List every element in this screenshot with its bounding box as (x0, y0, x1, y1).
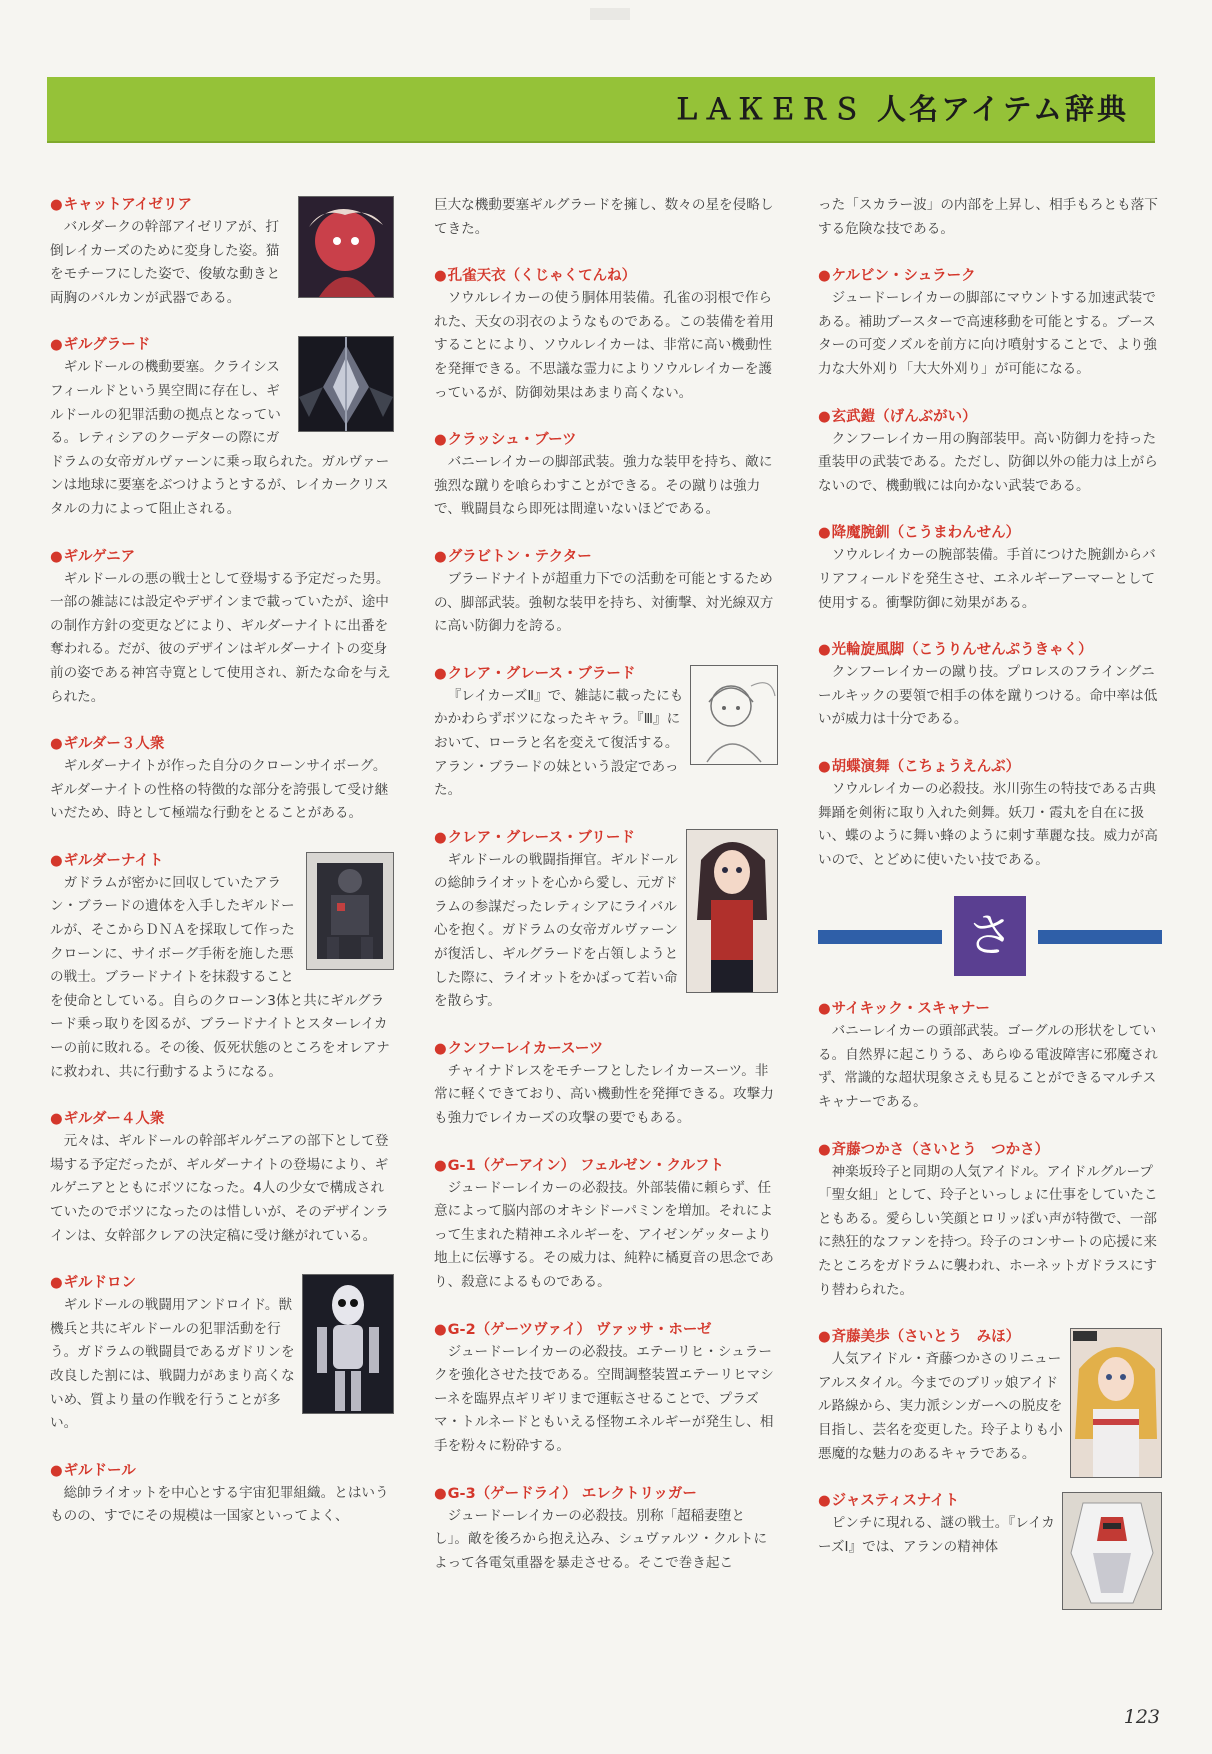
dictionary-entry (434, 1038, 778, 1131)
entry-title-text: G-1（ゲーアイン） フェルゼン・クルフト (447, 1157, 725, 1174)
entry-body: 元々は、ギルドールの幹部ギルゲニアの部下として登場する予定だったが、ギルダーナイトの登場により、ギルゲニアとともにボツになった。4人の少女で構成されていたのでボツになったのは惜しいが、そのデザインラインは、女幹部クレアの決定稿に受け継がれている。 (50, 1133, 389, 1244)
entry-body: ブラードナイトが超重力下での活動を可能とするための、脚部武装。強靭な装甲を持ち、対衝撃、対光線双方に高い防御力を誇る。 (434, 570, 774, 635)
dictionary-entry (434, 194, 778, 241)
dictionary-entry (818, 639, 1162, 732)
entry-title (434, 1483, 778, 1505)
entry-title (434, 1038, 778, 1060)
dictionary-entry (818, 1326, 1162, 1466)
entry-title (434, 1155, 778, 1177)
entry-body: ソウルレイカーの必殺技。氷川弥生の特技である古典舞踊を剣術に取り入れた剣舞。妖刀・霞丸を自在に扱い、蝶のように舞い蜂のように刺す華麗な技。威力が高いので、とどめに使いたい技である。 (818, 780, 1158, 868)
divider-line-left (818, 930, 942, 944)
bullet-icon: ● (50, 1275, 63, 1292)
dictionary-entry (818, 756, 1162, 872)
bullet-icon: ● (818, 642, 831, 659)
dictionary-entry (818, 265, 1162, 381)
entry-body: クンフーレイカーの蹴り技。プロレスのフライングニールキックの要領で相手の体を蹴りつける。命中率は低いが威力は十分である。 (818, 664, 1158, 728)
sketch-illustration (690, 665, 778, 765)
bullet-icon: ● (50, 852, 63, 869)
entry-body: 巨大な機動要塞ギルグラードを擁し、数々の星を侵略してきた。 (434, 197, 774, 237)
column-1 (50, 194, 394, 1553)
entry-body: ジュードーレイカーの必殺技。外部装備に頼らず、任意によって脳内部のオキシドーパミンを増加。それによって生まれた精神エネルギーを、アイゼンゲッターより地上に伝導する。その威力は、純粋に橘夏音の思念であり、殺意によるものである。 (434, 1179, 774, 1290)
entry-body: ソウルレイカーの使う胴体用装備。孔雀の羽根で作られた、天女の羽衣のようなものである。この装備を着用することにより、ソウルレイカーは、非常に高い機動性を発揮できる。不思議な霊力によりソウルレイカーを護っているが、防御効果はあまり高くない。 (434, 290, 774, 401)
entry-title-text: ギルダー４人衆 (63, 1111, 165, 1128)
entry-title-text: クレア・グレース・ブリード (447, 829, 635, 846)
bullet-icon: ● (434, 268, 447, 285)
bullet-icon: ● (818, 268, 831, 285)
dictionary-entry (50, 733, 394, 826)
page-number: 123 (1123, 1706, 1160, 1728)
idol-illustration (1070, 1328, 1162, 1478)
bullet-icon: ● (434, 1157, 447, 1174)
bullet-icon: ● (50, 337, 63, 354)
dictionary-entry (434, 265, 778, 405)
entry-title-text: クラッシュ・ブーツ (447, 432, 577, 449)
entry-title (818, 998, 1162, 1020)
bullet-icon: ● (50, 1462, 63, 1479)
bullet-icon: ● (434, 548, 447, 565)
column-2 (434, 194, 778, 1599)
dictionary-entry (818, 522, 1162, 615)
column-3 (818, 194, 1162, 1614)
entry-title-text: ギルグラード (63, 337, 151, 354)
bullet-icon: ● (818, 1329, 831, 1346)
bullet-icon: ● (434, 432, 447, 449)
entry-title-text: ジャスティスナイト (831, 1493, 960, 1510)
bullet-icon: ● (50, 1111, 63, 1128)
entry-title-text: ギルゲニア (63, 548, 136, 565)
bullet-icon: ● (818, 758, 831, 775)
entry-title (818, 265, 1162, 287)
dictionary-entry (50, 850, 394, 1084)
entry-title-text: クレア・グレース・ブラード (447, 665, 636, 682)
scan-mark (590, 8, 630, 20)
entry-title (818, 406, 1162, 428)
girl-illustration (686, 829, 778, 993)
bullet-icon: ● (434, 1040, 447, 1057)
entry-body: クンフーレイカー用の胸部装甲。高い防御力を持った重装甲の武装である。ただし、防御以外の能力は上がらないので、機動戦には向かない武装である。 (818, 430, 1158, 494)
entry-body: チャイナドレスをモチーフとしたレイカースーツ。非常に軽くできており、高い機動性を発揮できる。攻撃力も強力でレイカーズの攻撃の要でもある。 (434, 1062, 774, 1127)
entry-title (50, 1108, 394, 1130)
entry-title (818, 1139, 1162, 1161)
entry-title-text: サイキック・スキャナー (831, 1001, 990, 1018)
entry-title-text: 玄武鎧（げんぶがい） (831, 408, 977, 425)
dictionary-entry (818, 1490, 1162, 1559)
dictionary-entry (50, 194, 394, 310)
dictionary-entry (818, 1139, 1162, 1303)
entry-title (434, 1319, 778, 1341)
knight-illustration (306, 852, 394, 970)
entry-body: ガドラムが密かに回収していたアラン・ブラードの遺体を入手したギルドールが、そこからＤＮＡを採取して作ったクローンに、サイボーグ手術を施した悪の戦士。ブラードナイトを抹殺することを使命としている。自らのクローン3体と共にギルグラード乗っ取りを図るが、ブラードナイトとスターレイカーの前に敗れる。その後、仮死状態のところをオレアナに救われ、共に行動するようになる。 (50, 874, 390, 1080)
dictionary-entry (50, 1460, 394, 1529)
entry-title-text: ギルダー３人衆 (63, 736, 165, 753)
entry-body: ソウルレイカーの腕部装備。手首につけた腕釧からバリアフィールドを発生させ、エネルギーアーマーとして使用する。衝撃防御に効果がある。 (818, 547, 1156, 611)
entry-title (818, 522, 1162, 544)
entry-title (50, 1460, 394, 1482)
entry-body: った「スカラー波」の内部を上昇し、相手もろとも落下する危険な技である。 (818, 197, 1158, 237)
dictionary-entry (818, 406, 1162, 499)
entry-title (50, 733, 394, 755)
dictionary-entry (50, 334, 394, 521)
dictionary-entry (434, 1483, 778, 1576)
entry-body: ジュードーレイカーの必殺技。別称「超稲妻堕とし」。敵を後ろから抱え込み、シュヴァルツ・クルトによって各電気重器を暴走させる。そこで巻き起こ (434, 1507, 768, 1571)
dictionary-entry (434, 827, 778, 1014)
entry-title-text: G-2（ゲーツヴァイ） ヴァッサ・ホーゼ (447, 1321, 712, 1338)
entry-title-text: 光輪旋風脚（こうりんせんぷうきゃく） (831, 642, 1093, 659)
entry-title-text: 孔雀天衣（くじゃくてんね） (447, 268, 637, 285)
entry-title-text: 斉藤つかさ（さいとう つかさ） (831, 1141, 1050, 1158)
entry-title (50, 546, 394, 568)
entry-title (818, 756, 1162, 778)
dictionary-entry (434, 546, 778, 639)
entry-title-text: 降魔腕釧（こうまわんせん） (831, 525, 1021, 542)
dictionary-entry (50, 546, 394, 710)
entry-body: ジュードーレイカーの脚部にマウントする加速武装である。補助ブースターで高速移動を可能とする。ブースターの可変ノズルを前方に向け噴射することで、より強力な大外刈り「大大外刈り」が可能になる。 (818, 290, 1158, 377)
entry-body: ギルダーナイトが作った自分のクローンサイボーグ。ギルダーナイトの性格の特徴的な部分を誇張して受け継いだため、時として極端な行動をとることがある。 (50, 758, 389, 822)
entry-title-text: 斉藤美歩（さいとう みほ） (831, 1329, 1021, 1346)
justice-illustration (1062, 1492, 1162, 1610)
entry-body: 『レイカーズⅡ』で、雑誌に載ったにもかかわらずボツになったキャラ。『Ⅲ』において、ローラと名を変えて復活する。アラン・ブラードの妹という設定であった。 (434, 687, 684, 799)
entry-body: ギルドールの戦闘用アンドロイド。獣機兵と共にギルドールの犯罪活動を行う。ガドラムの戦闘員であるガドリンを改良した割には、戦闘力があまり高くないめ、質より量の作戦を行うことが多い。 (50, 1297, 295, 1432)
dictionary-entry (434, 1155, 778, 1295)
bullet-icon: ● (434, 1485, 447, 1502)
bullet-icon: ● (50, 736, 63, 753)
entry-body: ジュードーレイカーの必殺技。エテーリヒ・シュラークを強化させた技である。空間調整装置エテーリヒマシーネを臨界点ギリギリまで運転させることで、プラズマ・トルネードともいえる怪物エネルギーが発生し、相手を粉々に粉砕する。 (434, 1343, 774, 1454)
entry-title (434, 265, 778, 287)
header-bar (47, 77, 1155, 141)
android-illustration (302, 1274, 394, 1414)
entry-body: 総帥ライオットを中心とする宇宙犯罪組織。とはいうものの、すでにその規模は一国家といってよく、 (50, 1484, 389, 1525)
entry-title-text: 胡蝶演舞（こちょうえんぶ） (831, 758, 1021, 775)
entry-title-text: クンフーレイカースーツ (447, 1040, 604, 1057)
bullet-icon: ● (818, 1001, 831, 1018)
bullet-icon: ● (818, 1493, 831, 1510)
entry-body: ギルドールの機動要塞。クライシスフィールドという異空間に存在し、ギルドールの犯罪活動の拠点となっている。レティシアのクーデターの際にガドラムの女帝ガルヴァーンに乗っ取られた。ガルヴァーンは地球に要塞をぶつけようとするが、レイカークリスタルの力によって阻止される。 (50, 359, 390, 517)
creature-illustration (298, 196, 394, 298)
entry-body: バニーレイカーの脚部武装。強力な装甲を持ち、敵に強烈な蹴りを喰らわすことができる。その蹴りは強力で、戦闘員なら即死は間違いないほどである。 (434, 454, 773, 518)
entry-title (818, 639, 1162, 661)
entry-title (434, 546, 778, 568)
entry-title-text: キャットアイゼリア (63, 197, 192, 213)
entry-title-text: G-3（ゲードライ） エレクトリッガー (447, 1485, 697, 1502)
dictionary-entry (818, 194, 1162, 241)
bullet-icon: ● (50, 197, 63, 213)
dictionary-entry (434, 429, 778, 522)
bullet-icon: ● (818, 1141, 831, 1158)
entry-title-text: ケルビン・シュラーク (831, 268, 976, 285)
entry-title-text: ギルドロン (63, 1275, 137, 1292)
entry-body: バルダークの幹部アイゼリアが、打倒レイカーズのために変身した姿。猫をモチーフにした姿で、俊敏な動きと両胸のバルカンが武器である。 (50, 219, 281, 306)
entry-title (434, 429, 778, 451)
entry-body: ギルドールの悪の戦士として登場する予定だった男。一部の雑誌には設定やデザインまで載っていたが、途中の制作方針の変更などにより、ギルダーナイトに出番を奪われる。だが、彼のデザインはギルダーナイトの変身前の姿である神宮寺寛として使用され、新たな命を与えられた。 (50, 570, 391, 705)
page-title: ＬＡＫＥＲＳ 人名アイテム辞典 (671, 92, 1129, 126)
section-letter: さ (954, 896, 1026, 976)
entry-body: 神楽坂玲子と同期の人気アイドル。アイドルグループ「聖女組」として、玲子といっしょに仕事をしていたこともある。愛らしい笑顔とロリッぽい声が特徴で、一部に熱狂的なファンを持つ。玲子のコンサートの応援に来たところをガドラムに襲われ、ホーネットガドラスにすり替わられた。 (818, 1163, 1158, 1298)
bullet-icon: ● (434, 665, 447, 682)
bullet-icon: ● (434, 829, 447, 846)
dictionary-entry (818, 998, 1162, 1114)
dictionary-entry (50, 1272, 394, 1436)
bullet-icon: ● (50, 548, 63, 565)
bullet-icon: ● (818, 525, 831, 542)
bullet-icon: ● (818, 408, 831, 425)
fortress-illustration (298, 336, 394, 432)
entry-body: ピンチに現れる、謎の戦士。『レイカーズⅠ』では、アランの精神体 (818, 1515, 1055, 1555)
entry-body: ギルドールの戦闘指揮官。ギルドールの総帥ライオットを心から愛し、元ガドラムの参謀だったレティシアにライバル心を抱く。ガドラムの女帝ガルヴァーンが復活し、ギルグラードを占領しようとした際に、ライオットをかばって若い命を散らす。 (434, 851, 679, 1010)
dictionary-entry (50, 1108, 394, 1248)
entry-title-text: ギルドール (63, 1462, 136, 1479)
entry-body: バニーレイカーの頭部武装。ゴーグルの形状をしている。自然界に起こりうる、あらゆる電波障害に邪魔されず、常識的な超状現象さえも見ることができるマルチスキャナーである。 (818, 1023, 1158, 1111)
divider-line-right (1038, 930, 1162, 944)
entry-body: 人気アイドル・斉藤つかさのリニューアルスタイル。今までのブリッ娘アイドル路線から、実力派シンガーへの脱皮を目指し、芸名を変更した。玲子よりも小悪魔的な魅力のあるキャラである。 (818, 1351, 1063, 1462)
section-divider-sa (818, 896, 1162, 976)
bullet-icon: ● (434, 1321, 447, 1338)
dictionary-entry (434, 663, 778, 803)
entry-title-text: グラビトン・テクター (447, 548, 592, 565)
entry-title-text: ギルダーナイト (63, 852, 164, 869)
dictionary-entry (434, 1319, 778, 1459)
